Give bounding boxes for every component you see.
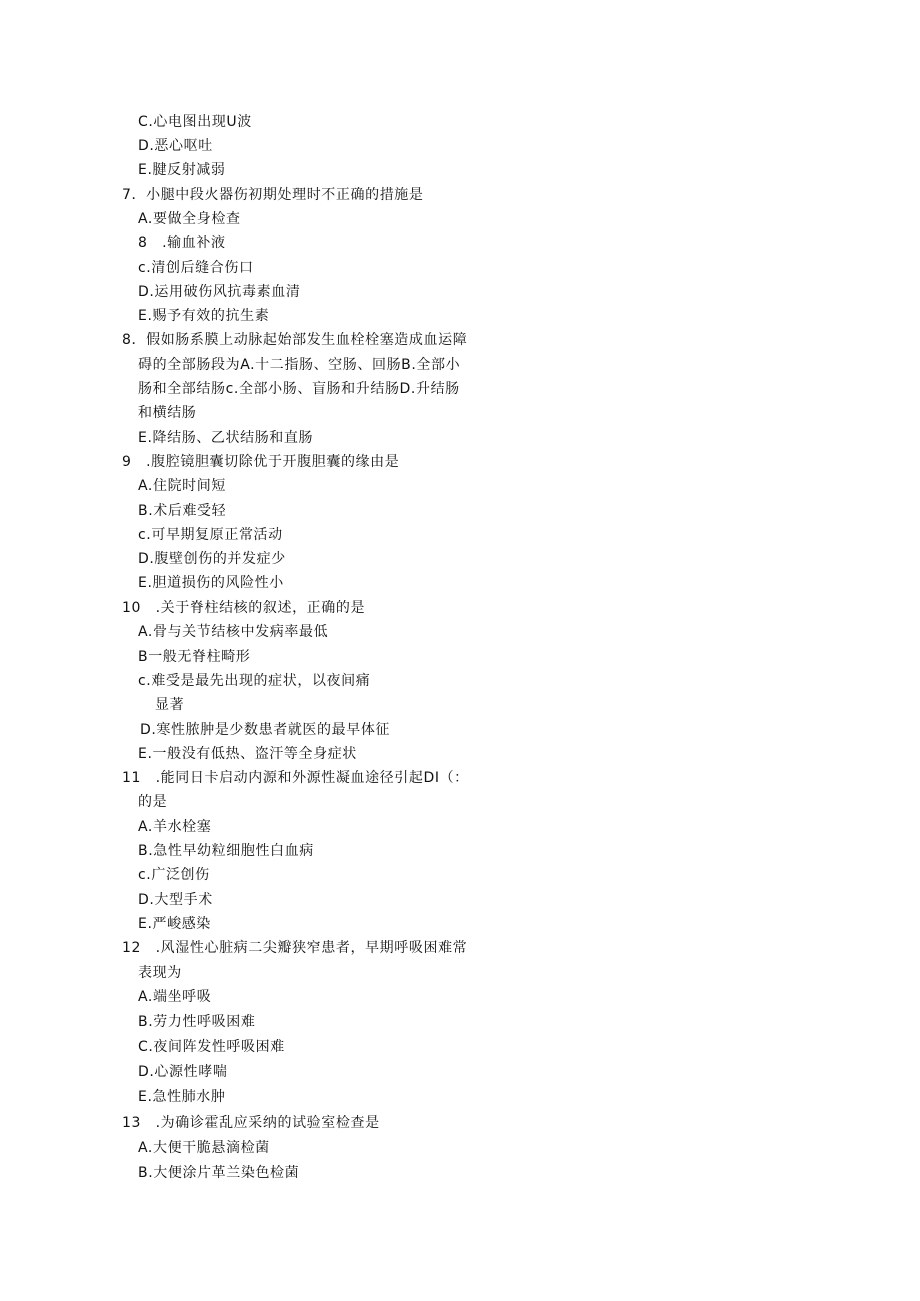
option-line: B.大便涂片革兰染色检菌 (138, 1165, 300, 1181)
option-line: A.住院时间短 (138, 478, 226, 494)
option-line: c.广泛创伤 (138, 867, 210, 883)
option-line: c.可早期复原正常活动 (138, 527, 283, 543)
option-line: E.严峻感染 (138, 916, 211, 932)
option-line: B.劳力性呼吸困难 (138, 1014, 256, 1030)
option-line: C.夜间阵发性呼吸困难 (138, 1039, 285, 1055)
option-line: c.难受是最先出现的症状，以夜间痛 (138, 673, 371, 689)
option-line: E.胆道损伤的风险性小 (138, 575, 284, 591)
option-line: B.术后难受轻 (138, 503, 227, 519)
option-continuation: 显著 (155, 697, 185, 713)
option-line: D.恶心呕吐 (138, 138, 213, 154)
question-continuation: 碍的全部肠段为A.十二指肠、空肠、回肠B.全部小 (138, 357, 461, 373)
question-line: 8．假如肠系膜上动脉起始部发生血栓栓塞造成血运障 (122, 332, 468, 348)
option-line: D.寒性脓肿是少数患者就医的最早体征 (140, 722, 391, 738)
option-line: D.心源性哮喘 (138, 1064, 228, 1080)
option-line: A.要做全身检查 (138, 211, 241, 227)
option-line: E.急性肺水肿 (138, 1089, 226, 1105)
option-line: E.一般没有低热、盗汗等全身症状 (138, 746, 357, 762)
question-line: 11 .能同日卡启动内源和外源性凝血途径引起DI（： (122, 770, 469, 786)
question-line: 13 .为确诊霍乱应采纳的试验室检查是 (122, 1115, 380, 1131)
question-line: 10 .关于脊柱结核的叙述，正确的是 (122, 600, 366, 616)
question-continuation: 肠和全部结肠c.全部小肠、盲肠和升结肠D.升结肠 (138, 381, 460, 397)
option-line: 8 .输血补液 (138, 235, 226, 251)
option-line: A.端坐呼吸 (138, 989, 212, 1005)
question-line: 9 .腹腔镜胆囊切除优于开腹胆囊的缘由是 (122, 454, 400, 470)
option-line: E.腱反射减弱 (138, 162, 226, 178)
option-line: A.骨与关节结核中发病率最低 (138, 624, 329, 640)
option-line: B一般无脊柱畸形 (138, 649, 251, 665)
option-line: D.腹壁创伤的并发症少 (138, 551, 286, 567)
option-line: E.降结肠、乙状结肠和直肠 (138, 430, 314, 446)
question-continuation: 表现为 (138, 965, 182, 981)
option-line: D.大型手术 (138, 892, 213, 908)
option-line: C.心电图出现U波 (138, 114, 252, 130)
question-continuation: 的是 (138, 794, 168, 810)
option-line: B.急性早幼粒细胞性白血病 (138, 843, 314, 859)
option-line: D.运用破伤风抗毒素血清 (138, 284, 301, 300)
question-line: 7．小腿中段火器伤初期处理时不正确的措施是 (122, 187, 424, 203)
option-line: A.羊水栓塞 (138, 819, 212, 835)
question-line: 12 .风湿性心脏病二尖瓣狭窄患者，早期呼吸困难常 (122, 940, 468, 956)
option-line: A.大便干脆悬滴检菌 (138, 1140, 270, 1156)
question-continuation: 和横结肠 (138, 405, 197, 421)
option-line: E.赐予有效的抗生素 (138, 308, 270, 324)
option-line: c.清创后缝合伤口 (138, 260, 254, 276)
